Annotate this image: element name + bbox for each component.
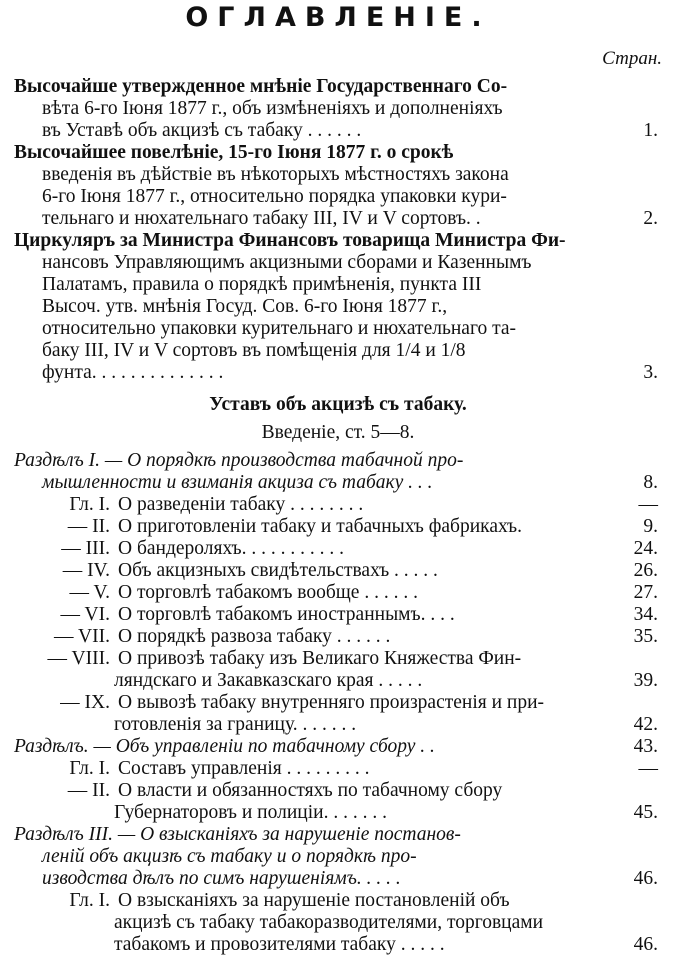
entry-1-line-1: Высочайше утвержденное мнѣніе Государственнаго Со-: [14, 76, 508, 97]
section-heading: Уставъ объ акцизѣ съ табаку.: [209, 394, 467, 415]
entry-3-line-3: Палатамъ, правила о порядкѣ примѣненія, пункта III: [42, 274, 482, 295]
toc-row-text: ляндскаго и Закавказскаго края . . . . .: [114, 670, 423, 691]
entry-1-page: 1.: [643, 120, 658, 141]
toc-row-page: —: [638, 494, 658, 515]
entry-2-line-1: Высочайшее повелѣніе, 15-го Іюня 1877 г. о срокѣ: [14, 142, 454, 163]
page-title: ОГЛАВЛЕНІЕ.: [185, 2, 491, 33]
toc-row: [14, 758, 370, 780]
entry-2-line-4: тельнаго и нюхательнаго табаку III, IV и V сортовъ. .: [42, 208, 481, 229]
toc-row-mark: — VII.: [54, 626, 110, 647]
toc-row-page: 46.: [633, 934, 658, 955]
toc-row-page: 24.: [633, 538, 658, 559]
entry-1-line-2: вѣта 6-го Іюня 1877 г., объ измѣненіяхъ и дополненіяхъ: [42, 98, 503, 119]
toc-row-page: 39.: [633, 670, 658, 691]
toc-row-mark: Гл. I.: [69, 758, 110, 779]
toc-row-text: мышленности и взиманія акциза съ табаку . . .: [42, 472, 433, 493]
toc-row: [114, 714, 356, 736]
toc-row-page: 45.: [633, 802, 658, 823]
toc-row-mark: Гл. I.: [69, 494, 110, 515]
entry-3-line-4: Высоч. утв. мнѣнія Госуд. Сов. 6-го Іюня 1877 г.,: [42, 296, 448, 317]
toc-row-text: Раздѣлъ III. — О взысканіяхъ за нарушеніе постанов-: [14, 824, 461, 845]
intro-line: Введеніе, ст. 5—8.: [261, 422, 415, 443]
toc-row: [14, 604, 455, 626]
toc-row-text: О разведеніи табаку . . . . . . . .: [118, 494, 364, 515]
toc-row: [42, 868, 401, 890]
toc-row-text: готовленія за границу. . . . . . .: [114, 714, 357, 735]
toc-row-page: 34.: [633, 604, 658, 625]
toc-row: [14, 648, 521, 670]
toc-row-mark: — IX.: [60, 692, 110, 713]
toc-row-mark: — VI.: [60, 604, 110, 625]
toc-row-text: О торговлѣ табакомъ иностраннымъ. . . .: [118, 604, 455, 625]
entry-3-line-1: Циркуляръ за Министра Финансовъ товарища Министра Фи-: [14, 230, 566, 251]
toc-row-mark: — V.: [69, 582, 110, 603]
toc-row: [114, 912, 543, 934]
toc-row: [14, 780, 502, 802]
toc-row-text: О порядкѣ развоза табаку . . . . . .: [118, 626, 391, 647]
toc-row-text: О власти и обязанностяхъ по табачному сбору: [118, 780, 503, 801]
toc-row: [14, 560, 438, 582]
toc-row-text: О торговлѣ табакомъ вообще . . . . . .: [118, 582, 418, 603]
toc-row-page: 43.: [633, 736, 658, 757]
toc-row-page: 8.: [643, 472, 658, 493]
toc-row-text: О вывозѣ табаку внутренняго произрастенія и при-: [118, 692, 545, 713]
toc-row-text: Губернаторовъ и полиціи. . . . . . .: [114, 802, 387, 823]
toc-row-text: акцизѣ съ табаку табакоразводителями, торговцами: [114, 912, 544, 933]
toc-row-text: изводства дѣлъ по симъ нарушеніямъ. . . . .: [42, 868, 401, 889]
toc-row: [114, 802, 387, 824]
toc-row-text: табакомъ и провозителями табаку . . . . .: [114, 934, 445, 955]
toc-row: [42, 846, 417, 868]
toc-row: [14, 824, 461, 846]
entry-2-line-3: 6-го Іюня 1877 г., относительно порядка упаковки кури-: [42, 186, 507, 207]
toc-row: [14, 494, 363, 516]
toc-row: [14, 692, 544, 714]
toc-row-page: 46.: [633, 868, 658, 889]
toc-row: [14, 582, 418, 604]
entry-3-page: 3.: [643, 362, 658, 383]
toc-row-page: 42.: [633, 714, 658, 735]
toc-row-mark: — III.: [61, 538, 110, 559]
toc-row-text: Составъ управленія . . . . . . . . .: [118, 758, 370, 779]
toc-row-text: О бандероляхъ. . . . . . . . . . .: [118, 538, 344, 559]
toc-row-text: Объ акцизныхъ свидѣтельствахъ . . . . .: [118, 560, 438, 581]
toc-row-text: Раздѣлъ. — Объ управленіи по табачному сбору . .: [14, 736, 435, 757]
toc-row-text: О приготовленіи табаку и табачныхъ фабрикахъ.: [118, 516, 522, 537]
toc-row: [14, 736, 435, 758]
toc-row-text: Раздѣлъ I. — О порядкѣ производства табачной про-: [14, 450, 464, 471]
entry-3-line-5: относительно упаковки курительнаго и нюхательнаго та-: [42, 318, 516, 339]
page-column-header: Стран.: [602, 48, 662, 69]
entry-2-page: 2.: [643, 208, 658, 229]
toc-row-page: 26.: [633, 560, 658, 581]
entry-1-line-3: въ Уставѣ объ акцизѣ съ табаку . . . . . .: [42, 120, 362, 141]
toc-row-mark: — II.: [67, 780, 110, 801]
toc-row-page: 35.: [633, 626, 658, 647]
toc-row-mark: — IV.: [62, 560, 110, 581]
toc-row-mark: — II.: [67, 516, 110, 537]
entry-2-line-2: введенія въ дѣйствіе въ нѣкоторыхъ мѣстностяхъ закона: [42, 164, 509, 185]
toc-row-text: леній объ акцизѣ съ табаку и о порядкѣ про-: [42, 846, 417, 867]
toc-row-page: —: [638, 758, 658, 779]
toc-row-mark: — VIII.: [47, 648, 110, 669]
entry-3-line-7: фунта. . . . . . . . . . . . . .: [42, 362, 224, 383]
toc-row-page: 9.: [643, 516, 658, 537]
toc-row: [14, 626, 390, 648]
toc-row: [14, 450, 463, 472]
toc-row: [14, 516, 522, 538]
entry-3-line-2: нансовъ Управляющимъ акцизными сборами и Казеннымъ: [42, 252, 532, 273]
toc-row: [14, 538, 344, 560]
entry-3-line-6: баку III, IV и V сортовъ въ помѣщенія для 1/4 и 1/8: [42, 340, 466, 361]
toc-row: [14, 890, 510, 912]
toc-row-text: О привозѣ табаку изъ Великаго Княжества Фин-: [118, 648, 522, 669]
toc-row: [114, 670, 422, 692]
toc-row-mark: Гл. I.: [69, 890, 110, 911]
toc-row: [114, 934, 445, 956]
toc-row-text: О взысканіяхъ за нарушеніе постановленій объ: [118, 890, 510, 911]
toc-row-page: 27.: [633, 582, 658, 603]
toc-row: [42, 472, 433, 494]
